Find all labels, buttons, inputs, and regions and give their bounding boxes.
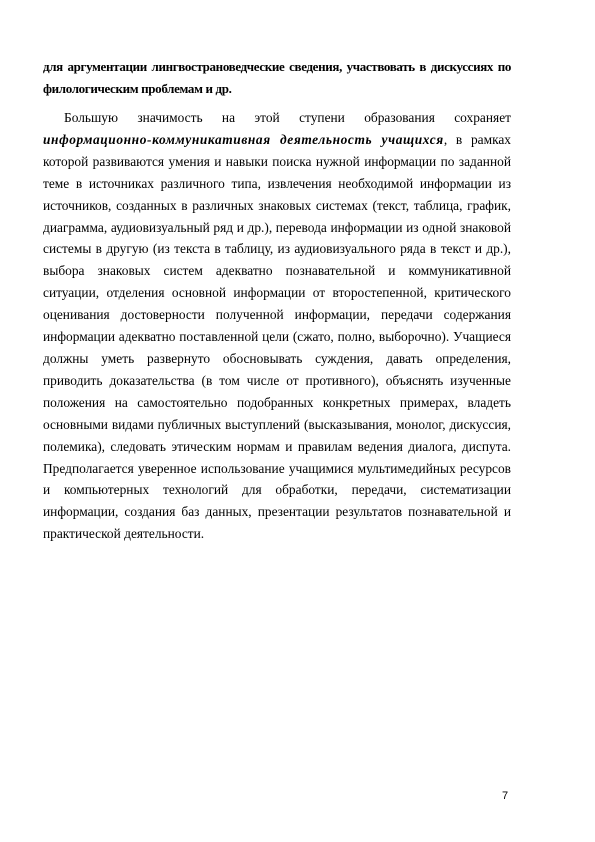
- intro-text: для аргументации лингвострановедческие сведения, участвовать в дискуссиях по филологическим проблемам и др.: [43, 59, 511, 96]
- body-paragraph: [43, 107, 511, 545]
- paragraph-text-start: Большую значимость на этой ступени образования сохраняет: [64, 110, 511, 125]
- emphasized-phrase: информационно-коммуникативная деятельность учащихся: [43, 131, 444, 147]
- paragraph-text-end: , в рамках которой развиваются умения и навыки поиска нужной информации по заданной теме в источниках различного типа, извлечения необходимой информации из источников, созданных в различных знаковых системах (текст, таблица, график, диаграмма, аудиовизуальный ряд и др.), перевода информации из одной знаковой системы в другую (из текста в таблицу, из аудиовизуального ряда в текст и др.), выбора знаковых систем адекватно познавательной и коммуникативной ситуации, отделения основной информации от второстепенной, критического оценивания достоверности полученной информации, передачи содержания информации адекватно поставленной цели (сжато, полно, выборочно). Учащиеся должны уметь развернуто обосновывать суждения, давать определения, приводить доказательства (в том числе от противного), объяснять изученные положения на самостоятельно подобранных конкретных примерах, владеть основными видами публичных выступлений (высказывания, монолог, дискуссия, полемика), следовать этическим нормам и правилам ведения диалога, диспута. Предполагается уверенное использование учащимися мультимедийных ресурсов и компьютерных технологий для обработки, передачи, систематизации информации, создания баз данных, презентации результатов познавательной и практической деятельности.: [43, 131, 512, 542]
- page-number: 7: [502, 790, 509, 802]
